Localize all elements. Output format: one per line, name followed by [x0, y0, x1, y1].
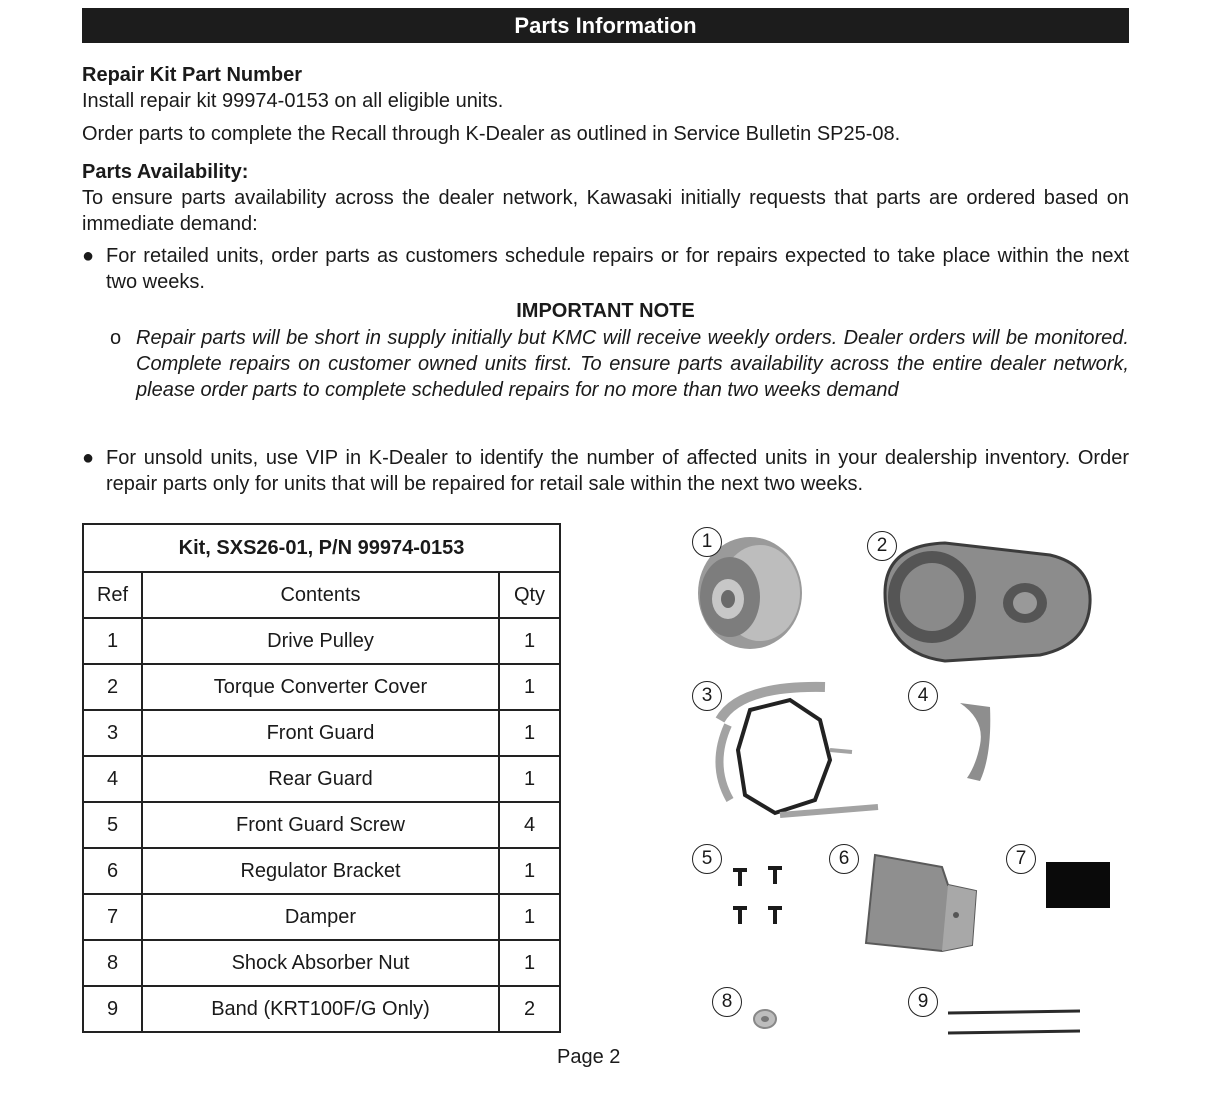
qty-cell: 1 — [499, 618, 560, 664]
bands-illustration — [948, 1011, 1080, 1033]
bullet-dot: ● — [82, 447, 95, 469]
availability-intro: To ensure parts availability across the dealer network, Kawasaki initially requests that parts are ordered based on immediate demand: — [82, 187, 1129, 235]
bullet-unsold — [82, 445, 1129, 497]
ref-cell: 4 — [83, 756, 142, 802]
ref-cell: 7 — [83, 894, 142, 940]
qty-cell: 1 — [499, 664, 560, 710]
shock-absorber-nut-illustration — [754, 1010, 776, 1028]
regulator-bracket-illustration — [866, 855, 976, 951]
kit-table-title: Kit, SXS26-01, P/N 99974-0153 — [83, 524, 560, 572]
parts-illustration-svg — [680, 515, 1130, 1055]
bullet-unsold-text: For unsold units, use VIP in K-Dealer to identify the number of affected units in your dealership inventory. Order repair parts only for units that will be repaired for retail sale within the next two weeks. — [106, 447, 1129, 495]
repair-kit-heading: Repair Kit Part Number — [82, 64, 303, 86]
bullet-dot: ● — [82, 245, 95, 267]
contents-cell: Damper — [142, 894, 499, 940]
bullet-retailed — [82, 243, 1129, 295]
torque-converter-cover-illustration — [885, 543, 1090, 661]
qty-cell: 1 — [499, 894, 560, 940]
availability-heading: Parts Availability: — [82, 161, 249, 183]
contents-cell: Front Guard — [142, 710, 499, 756]
contents-cell: Front Guard Screw — [142, 802, 499, 848]
page-number: Page 2 — [557, 1046, 621, 1068]
rear-guard-illustration — [960, 703, 990, 781]
table-row — [83, 756, 560, 802]
header-contents: Contents — [142, 572, 499, 618]
callout-8: 8 — [712, 987, 742, 1017]
important-note-heading: IMPORTANT NOTE — [516, 300, 695, 322]
ref-cell: 1 — [83, 618, 142, 664]
table-row — [83, 664, 560, 710]
callout-9: 9 — [908, 987, 938, 1017]
qty-cell: 1 — [499, 756, 560, 802]
contents-cell: Drive Pulley — [142, 618, 499, 664]
important-note-text: Repair parts will be short in supply initially but KMC will receive weekly orders. Dealer orders will be monitored. Complete repairs on customer owned units first. To ensure parts availability across the entire dealer network, please order parts to complete scheduled repairs for no more than two weeks demand — [136, 327, 1129, 401]
important-note-item — [110, 325, 1129, 403]
callout-4: 4 — [908, 681, 938, 711]
ref-cell: 5 — [83, 802, 142, 848]
qty-cell: 1 — [499, 848, 560, 894]
table-row — [83, 894, 560, 940]
table-row — [83, 618, 560, 664]
section-header — [82, 8, 1129, 43]
table-row — [83, 940, 560, 986]
ref-cell: 6 — [83, 848, 142, 894]
ref-cell: 3 — [83, 710, 142, 756]
callout-7: 7 — [1006, 844, 1036, 874]
ref-cell: 8 — [83, 940, 142, 986]
table-row — [83, 802, 560, 848]
qty-cell: 1 — [499, 710, 560, 756]
front-guard-illustration — [719, 687, 878, 815]
qty-cell: 2 — [499, 986, 560, 1032]
contents-cell: Torque Converter Cover — [142, 664, 499, 710]
table-row — [83, 710, 560, 756]
front-guard-screws-illustration — [733, 866, 782, 924]
table-row — [83, 848, 560, 894]
header-ref: Ref — [83, 572, 142, 618]
callout-6: 6 — [829, 844, 859, 874]
callout-2: 2 — [867, 531, 897, 561]
contents-cell: Band (KRT100F/G Only) — [142, 986, 499, 1032]
contents-cell: Regulator Bracket — [142, 848, 499, 894]
section-title: Parts Information — [514, 12, 697, 38]
bullet-retailed-text: For retailed units, order parts as customers schedule repairs or for repairs expected to take place within the next two weeks. — [106, 245, 1129, 293]
sub-bullet-marker: o — [110, 327, 122, 349]
install-text: Install repair kit 99974-0153 on all eligible units. — [82, 90, 504, 112]
order-text: Order parts to complete the Recall through K-Dealer as outlined in Service Bulletin SP25-08. — [82, 123, 901, 145]
callout-1: 1 — [692, 527, 722, 557]
contents-cell: Shock Absorber Nut — [142, 940, 499, 986]
qty-cell: 4 — [499, 802, 560, 848]
ref-cell: 2 — [83, 664, 142, 710]
callout-5: 5 — [692, 844, 722, 874]
table-row — [83, 986, 560, 1032]
callout-3: 3 — [692, 681, 722, 711]
kit-contents-table — [82, 523, 561, 1033]
contents-cell: Rear Guard — [142, 756, 499, 802]
parts-illustration — [680, 515, 1130, 1055]
qty-cell: 1 — [499, 940, 560, 986]
damper-illustration — [1046, 862, 1110, 908]
header-qty: Qty — [499, 572, 560, 618]
ref-cell: 9 — [83, 986, 142, 1032]
